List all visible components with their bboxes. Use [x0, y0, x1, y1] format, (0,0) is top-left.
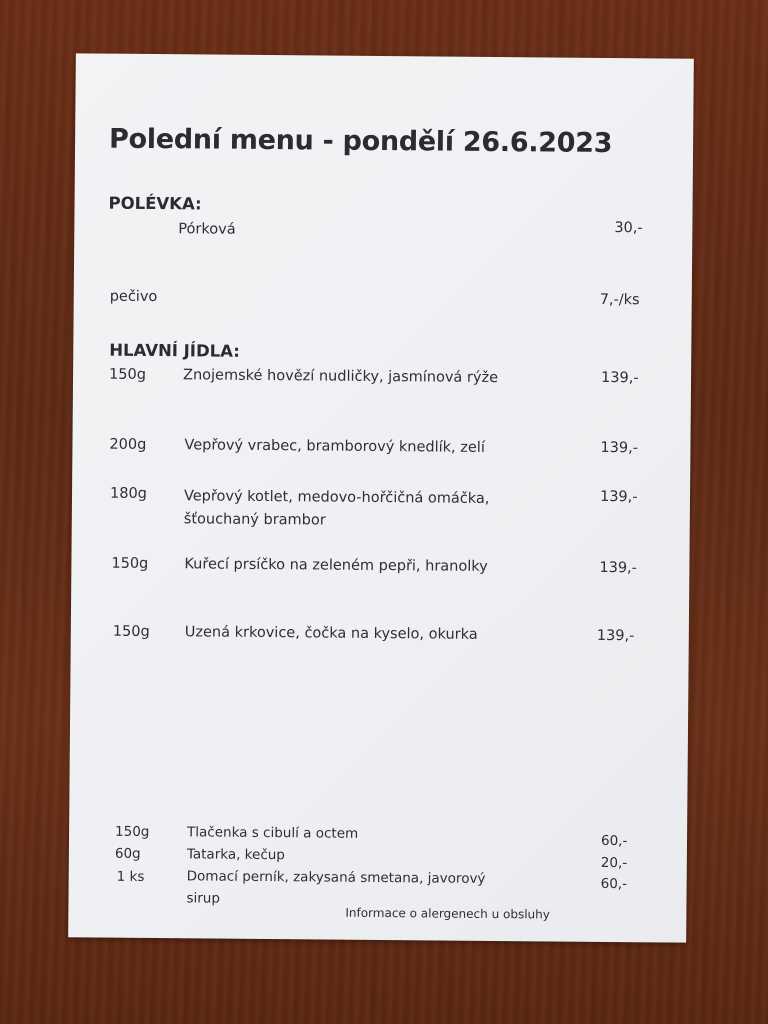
- dish-weight: 150g: [112, 623, 150, 640]
- extra-price: 60,-: [600, 832, 628, 850]
- dish-weight: 150g: [108, 366, 147, 383]
- dish-name: Kuřecí prsíčko na zeleném pepři, hranolky: [184, 556, 488, 575]
- soup-heading: POLÉVKA:: [108, 193, 202, 214]
- extra-name: Tatarka, kečup: [186, 846, 285, 864]
- dish-name: Uzená krkovice, čočka na kyselo, okurka: [184, 624, 478, 643]
- dish-name: Vepřový kotlet, medovo-hořčičná omáčka, šťouchaný brambor: [183, 488, 490, 529]
- soup-name: Pórková: [178, 221, 236, 238]
- extra-weight: 60g: [114, 845, 141, 862]
- dish-name: Znojemské hovězí nudličky, jasmínová rýže: [182, 367, 499, 387]
- dish-price: 139,-: [599, 559, 637, 577]
- extra-weight: 1 ks: [116, 868, 145, 885]
- dish-price: 139,-: [600, 369, 639, 387]
- extra-price: 60,-: [600, 875, 628, 893]
- menu-sheet: [68, 53, 694, 942]
- dish-price: 139,-: [599, 488, 638, 506]
- dish-price: 139,-: [600, 439, 639, 457]
- extra-name: Domací perník, zakysaná smetana, javorový sirup: [186, 868, 486, 907]
- bread-price: 7,-/ks: [599, 291, 640, 309]
- allergen-note: Informace o alergenech u obsluhy: [345, 905, 550, 922]
- menu-title: Polední menu - pondělí 26.6.2023: [108, 123, 613, 160]
- extra-name: Tlačenka s cibulí a octem: [187, 824, 359, 842]
- dish-name: Vepřový vrabec, bramborový knedlík, zelí: [184, 437, 485, 456]
- dish-weight: 150g: [111, 555, 149, 572]
- dish-weight: 200g: [109, 436, 147, 453]
- extra-price: 20,-: [600, 854, 628, 872]
- dish-weight: 180g: [109, 485, 147, 502]
- soup-price: 30,-: [614, 220, 643, 237]
- extra-weight: 150g: [115, 823, 150, 840]
- dish-price: 139,-: [596, 627, 635, 645]
- main-dishes-heading: HLAVNÍ JÍDLA:: [109, 340, 240, 361]
- bread-name: pečivo: [109, 288, 158, 306]
